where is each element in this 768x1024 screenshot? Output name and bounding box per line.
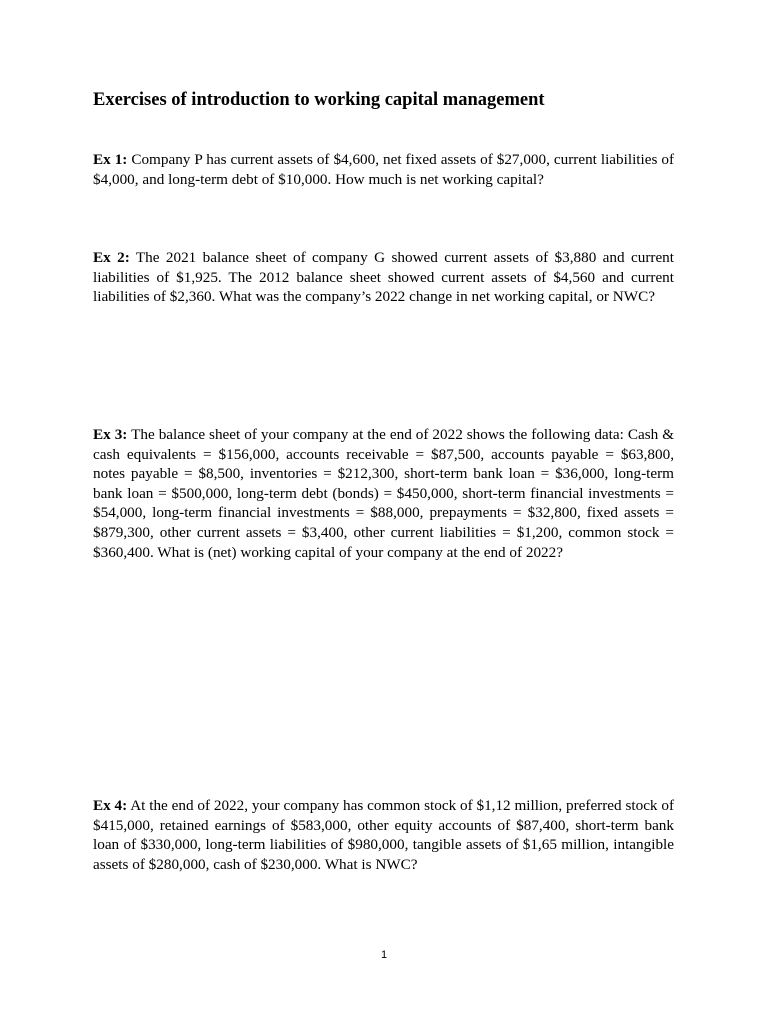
exercise-2-text: The 2021 balance sheet of company G showed current assets of $3,880 and current liabilities of $1,925. The 2012 balance sheet showed current assets of $4,560 and current liabilities of $2,360. What was the company’s 2022 change in net working capital, or NWC? [93,249,674,306]
exercise-2-label: Ex 2: [93,249,130,266]
page-title: Exercises of introduction to working capital management [93,90,545,110]
exercise-4-label: Ex 4: [93,797,128,814]
exercise-1-label: Ex 1: [93,151,128,168]
exercise-2 [93,248,674,307]
exercise-3-text: The balance sheet of your company at the end of 2022 shows the following data: Cash & cash equivalents = $156,000, accounts receivable = $87,500, accounts payable = $63,800, notes payable = $8,500, inventories = $212,300, short-term bank loan = $36,000, long-term bank loan = $500,000, long-term debt (bonds) = $450,000, short-term financial investments = $54,000, long-term financial investments = $88,000, prepayments = $32,800, fixed assets = $879,300, other current assets = $3,400, other current liabilities = $1,200, common stock = $360,400. What is (net) working capital of your company at the end of 2022? [93,426,675,561]
exercise-4 [93,796,674,874]
page-number: 1 [380,949,388,961]
exercise-4-text: At the end of 2022, your company has common stock of $1,12 million, preferred stock of $415,000, retained earnings of $583,000, other equity accounts of $87,400, short-term bank loan of $330,000, long-term liabilities of $980,000, tangible assets of $1,65 million, intangible assets of $280,000, cash of $230,000. What is NWC? [93,797,675,873]
exercise-1-text: Company P has current assets of $4,600, net fixed assets of $27,000, current liabilities of $4,000, and long-term debt of $10,000. How much is net working capital? [93,151,675,188]
exercise-3-label: Ex 3: [93,426,128,443]
exercise-1 [93,150,674,189]
exercise-3 [93,425,674,562]
